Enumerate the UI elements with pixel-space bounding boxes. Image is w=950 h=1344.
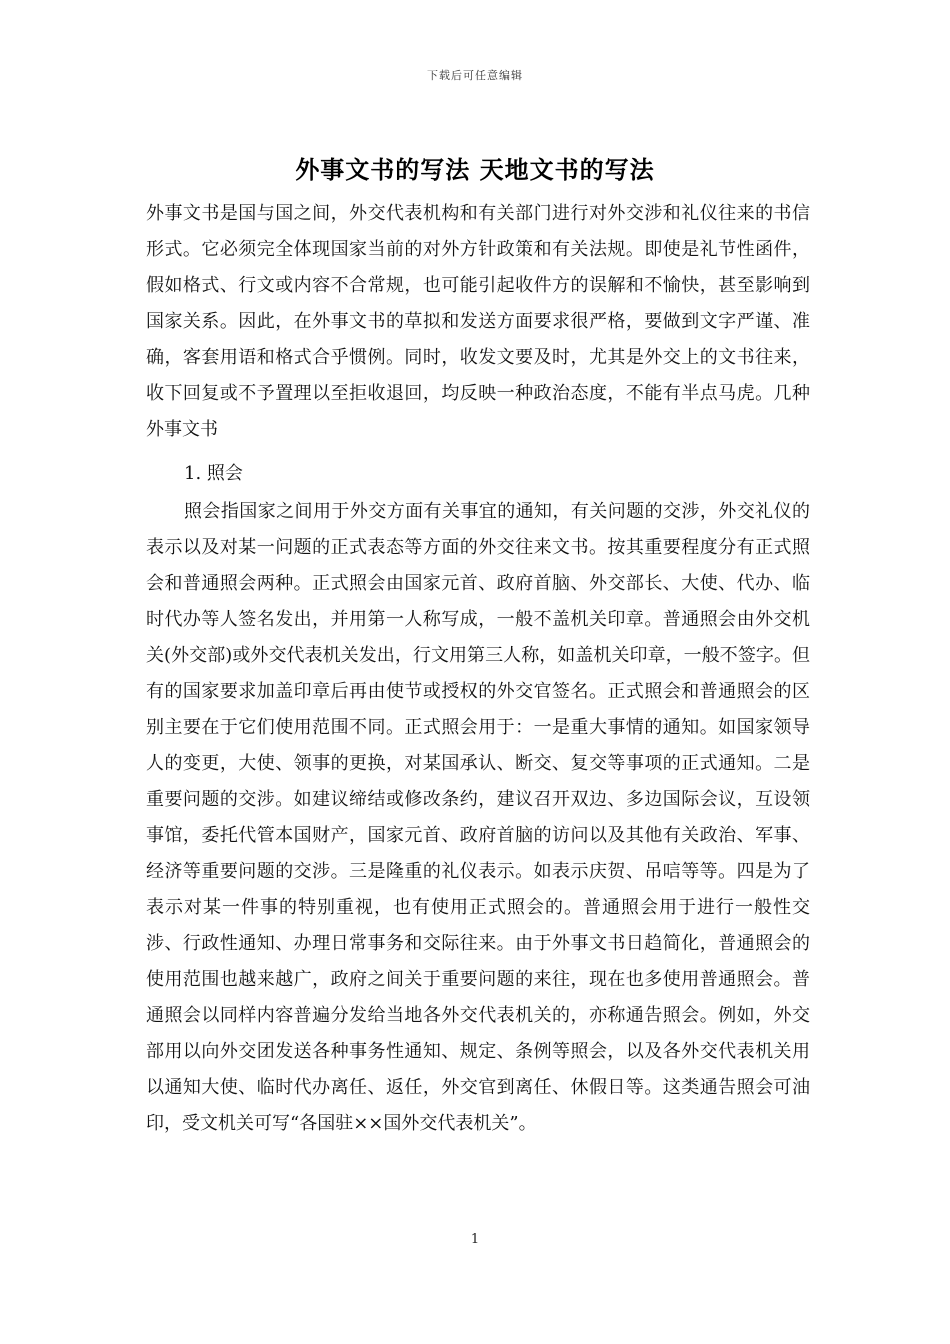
main-paragraph: 照会指国家之间用于外交方面有关事宜的通知，有关问题的交涉，外交礼仪的表示以及对某一问题的正式表态等方面的外交往来文书。按其重要程度分有正式照会和普通照会两种。正式照会由国家元首、政府首脑、外交部长、大使、代办、临时代办等人签名发出，并用第一人称写成，一般不盖机关印章。普通照会由外交机关(外交部)或外交代表机关发出，行文用第三人称，如盖机关印章，一般不签字。但有的国家要求加盖印章后再由使节或授权的外交官签名。正式照会和普通照会的区别主要在于它们使用范围不同。正式照会用于：一是重大事情的通知。如国家领导人的变更，大使、领事的更换，对某国承认、断交、复交等事项的正式通知。二是重要问题的交涉。如建议缔结或修改条约，建议召开双边、多边国际会议，互设领事馆，委托代管本国财产，国家元首、政府首脑的访问以及其他有关政治、军事、经济等重要问题的交涉。三是隆重的礼仪表示。如表示庆贺、吊唁等等。四是为了表示对某一件事的特别重视，也有使用正式照会的。普通照会用于进行一般性交涉、行政性通知、办理日常事务和交际往来。由于外事文书日趋简化，普通照会的使用范围也越来越广，政府之间关于重要问题的来往，现在也多使用普通照会。普通照会以同样内容普遍分发给当地各外交代表机关的，亦称通告照会。例如，外交部用以向外交团发送各种事务性通知、规定、条例等照会，以及各外交代表机关用以通知大使、临时代办离任、返任，外交官到离任、休假日等。这类通告照会可油印，受文机关可写“各国驻××国外交代表机关”。	[146, 501, 810, 1134]
header-note: 下载后可任意编辑	[427, 69, 523, 82]
page-number: 1	[470, 1232, 480, 1247]
intro-paragraph: 外事文书是国与国之间，外交代表机构和有关部门进行对外交涉和礼仪往来的书信形式。它必须完全体现国家当前的对外方针政策和有关法规。即使是礼节性函件，假如格式、行文或内容不合常规，也可能引起收件方的误解和不愉快，甚至影响到国家关系。因此，在外事文书的草拟和发送方面要求很严格，要做到文字严谨、准确，客套用语和格式合乎惯例。同时，收发文要及时，尤其是外交上的文书往来，收下回复或不予置理以至拒收退回，均反映一种政治态度，不能有半点马虎。几种外事文书	[146, 203, 810, 440]
document-title: 外事文书的写法 天地文书的写法	[295, 156, 655, 184]
section-heading: 1. 照会	[184, 463, 243, 484]
